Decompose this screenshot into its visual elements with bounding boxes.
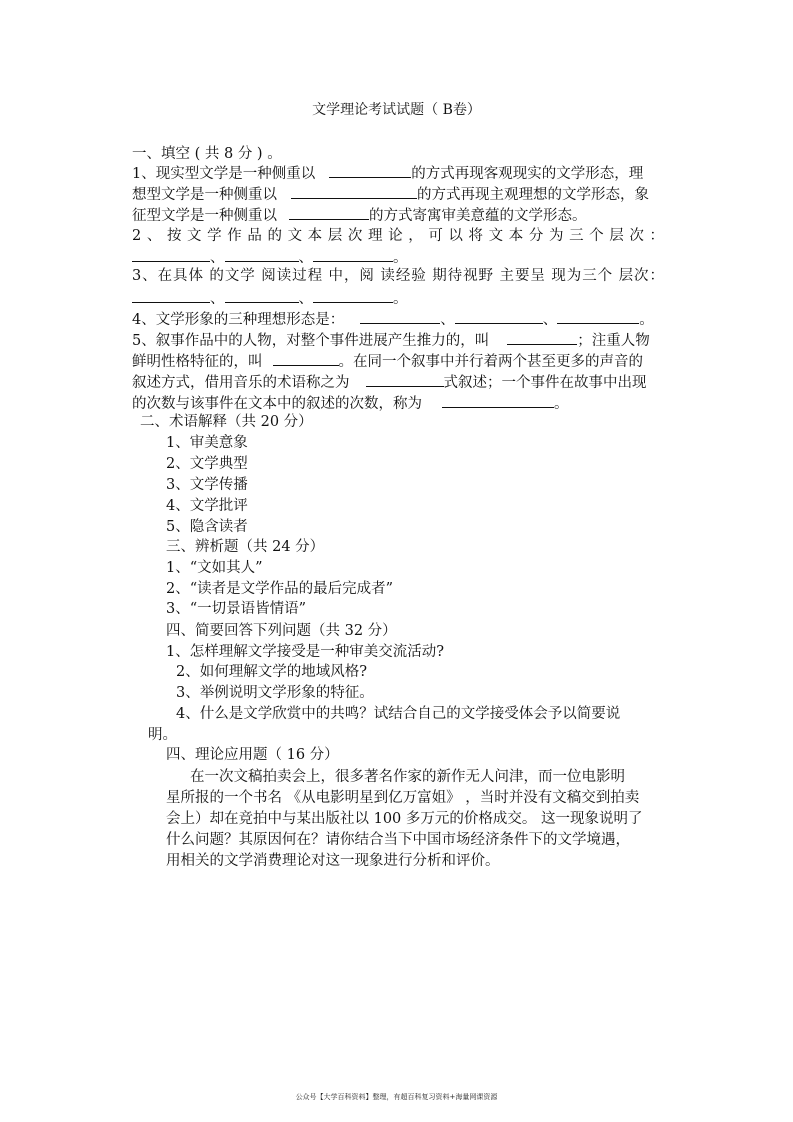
blank-field[interactable] xyxy=(455,308,543,324)
blank-field[interactable] xyxy=(313,246,393,262)
question-2-line-1: 2、按文学作品的文本层次理论，可以将文本分为三个层次： xyxy=(132,228,664,244)
section-short-answer-heading: 四、简要回答下列问题（共 32 分） xyxy=(166,623,397,639)
question-1-line-1: 1、现实型文学是一种侧重以 的方式再现客观现实的文学形态，理 xyxy=(132,162,643,184)
blank-field[interactable] xyxy=(442,392,554,408)
section-analysis-heading: 三、辨析题（共 24 分） xyxy=(166,539,325,555)
list-item: 2、文学典型 xyxy=(166,456,248,472)
section-terms-heading: 二、术语解释（共 20 分） xyxy=(140,414,313,430)
blank-field[interactable] xyxy=(313,287,393,303)
list-item: 3、文学传播 xyxy=(166,477,248,493)
blank-field[interactable] xyxy=(329,162,411,178)
paragraph-line: 会上）却在竞拍中与某出版社以 100 多万元的价格成交。 这一现象说明了 xyxy=(166,811,643,827)
blank-field[interactable] xyxy=(132,246,210,262)
list-item: 5、隐含读者 xyxy=(166,519,248,535)
question-5-line-3: 叙述方式，借用音乐的术语称之为 式叙述；一个事件在故事中出现 xyxy=(132,371,647,393)
blank-field[interactable] xyxy=(273,350,339,366)
blank-field[interactable] xyxy=(132,287,210,303)
blank-field[interactable] xyxy=(225,287,299,303)
blank-field[interactable] xyxy=(366,371,444,387)
footer-note: 公众号【大学百科资料】整理，有超百科复习资料+海量网课资源 xyxy=(295,1093,498,1101)
list-item: 3、举例说明文学形象的特征。 xyxy=(176,685,374,701)
question-2-line-2: 、 、 。 xyxy=(132,246,408,268)
list-item: 2、如何理解文学的地域风格? xyxy=(176,664,367,680)
paragraph-line: 星所报的一个书名 《从电影明星到亿万富姐》 ，当时并没有文稿交到拍卖 xyxy=(166,790,640,806)
section-application-heading: 四、理论应用题（ 16 分） xyxy=(166,747,339,763)
question-3-line-1: 3、在具体 的文学 阅读过程 中，阅 读经验 期待视野 主要呈 现为三个 层次： xyxy=(132,268,664,284)
paragraph-line: 什么问题？其原因何在？请你结合当下中国市场经济条件下的文学境遇， xyxy=(166,832,630,848)
blank-field[interactable] xyxy=(225,246,299,262)
list-item: 4、什么是文学欣赏中的共鸣？试结合自己的文学接受体会予以简要说 xyxy=(176,706,621,722)
question-3-line-2: 、 、 。 xyxy=(132,287,408,309)
paragraph-line: 在一次文稿拍卖会上，很多著名作家的新作无人问津，而一位电影明 xyxy=(190,769,625,785)
list-item: 3、“一切景语皆情语” xyxy=(166,601,307,617)
blank-field[interactable] xyxy=(291,183,417,199)
list-item: 2、“读者是文学作品的最后完成者” xyxy=(166,581,394,597)
section-fill-blank-heading: 一、填空 ( 共 8 分 ) 。 xyxy=(132,146,282,162)
blank-field[interactable] xyxy=(507,329,577,345)
blank-field[interactable] xyxy=(360,308,440,324)
question-5-line-4: 的次数与该事件在文本中的叙述的次数，称为 。 xyxy=(132,392,569,414)
question-5-line-1: 5、叙事作品中的人物，对整个事件进展产生推力的，叫 ；注重人物 xyxy=(132,329,650,351)
blank-field[interactable] xyxy=(289,204,369,220)
list-item: 1、“文如其人” xyxy=(166,560,263,576)
paragraph-line: 用相关的文学消费理论对这一现象进行分析和评价。 xyxy=(166,853,500,869)
question-1-line-3: 征型文学是一种侧重以 的方式寄寓审美意蕴的文学形态。 xyxy=(132,204,587,226)
question-4-line: 4、文学形象的三种理想形态是： 、 、 。 xyxy=(132,308,654,330)
list-item: 1、怎样理解文学接受是一种审美交流活动? xyxy=(166,644,444,660)
blank-field[interactable] xyxy=(557,308,639,324)
question-1-line-2: 想型文学是一种侧重以 的方式再现主观理想的文学形态，象 xyxy=(132,183,649,205)
question-5-line-2: 鲜明性格特征的，叫 。在同一个叙事中并行着两个甚至更多的声音的 xyxy=(132,350,643,372)
list-item: 4、文学批评 xyxy=(166,498,248,514)
list-item-continuation: 明。 xyxy=(148,727,177,743)
page-title: 文学理论考试试题（ B卷） xyxy=(312,102,481,118)
list-item: 1、审美意象 xyxy=(166,435,248,451)
